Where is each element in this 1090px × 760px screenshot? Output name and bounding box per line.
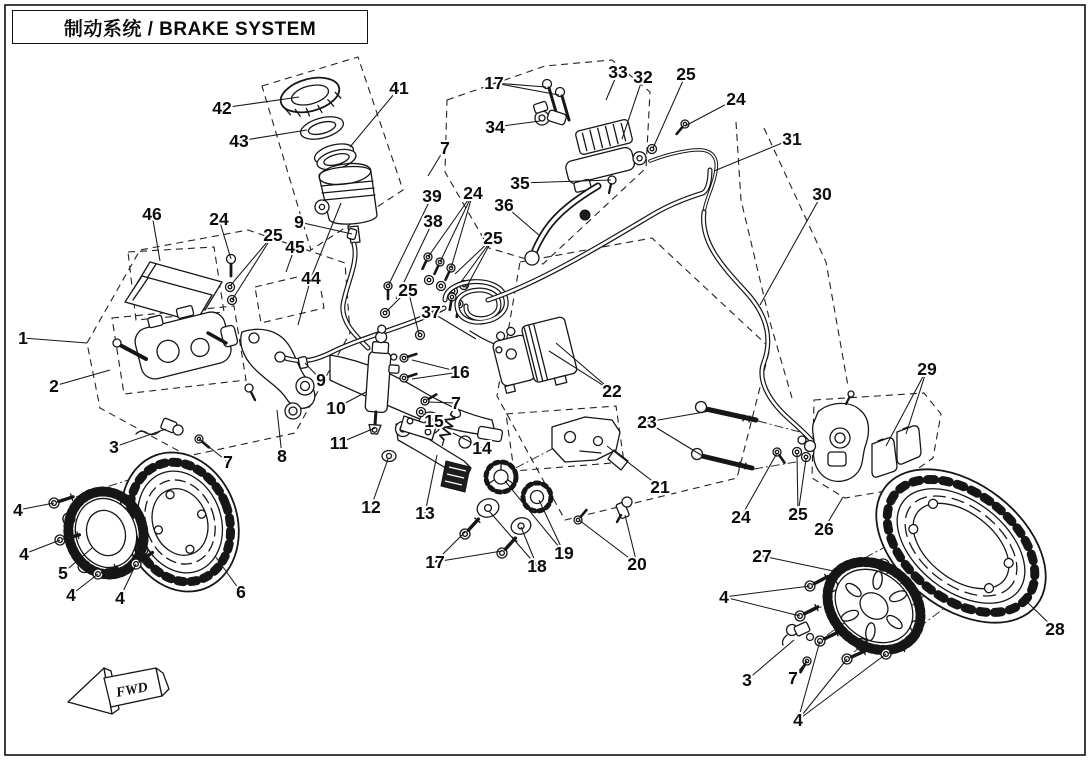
- rubber-damper: [485, 461, 517, 493]
- banjo-washer: [648, 145, 657, 154]
- banjo-bolt: [771, 446, 787, 465]
- callout-leader: [24, 540, 60, 554]
- part-number-label: 23: [637, 412, 657, 432]
- part-number-label: 24: [731, 507, 751, 527]
- callout-leader: [760, 194, 822, 305]
- part-number-label: 46: [142, 204, 162, 224]
- part-number-label: 4: [793, 710, 803, 730]
- clamp-bolt: [674, 118, 691, 136]
- rear-sensor-bolt: [797, 656, 812, 675]
- callout-leader: [440, 193, 473, 262]
- part-number-label: 25: [788, 504, 808, 524]
- part-number-label: 5: [58, 563, 68, 583]
- callout-leader: [520, 180, 611, 183]
- part-number-label: 4: [19, 544, 29, 564]
- flat-washer: [509, 515, 533, 536]
- callout-leader: [724, 586, 810, 597]
- callout-leader: [239, 130, 307, 141]
- part-number-label: 32: [633, 67, 653, 87]
- clevis-washer: [382, 451, 396, 462]
- part-number-label: 3: [109, 437, 119, 457]
- bleed-valve: [384, 282, 392, 299]
- part-number-label: 11: [329, 433, 349, 453]
- part-number-label: 9: [316, 370, 326, 390]
- part-number-label: 25: [676, 64, 696, 84]
- part-number-label: 30: [812, 184, 832, 204]
- part-number-label: 16: [450, 362, 470, 382]
- part-number-label: 24: [463, 183, 483, 203]
- callout-leader: [714, 139, 792, 171]
- part-number-label: 1: [18, 328, 28, 348]
- callout-leader: [54, 370, 110, 386]
- part-number-label: 15: [424, 411, 444, 431]
- part-number-label: 17: [425, 552, 445, 572]
- part-number-label: 10: [326, 398, 346, 418]
- part-number-label: 6: [236, 582, 246, 602]
- reservoir-assembly: [277, 72, 377, 243]
- front-master-cylinder-group: [525, 80, 691, 266]
- front-caliper-body: [129, 297, 241, 382]
- part-number-label: 4: [13, 500, 23, 520]
- part-number-label: 18: [527, 556, 547, 576]
- part-number-label: 9: [294, 212, 304, 232]
- part-number-label: 19: [554, 543, 574, 563]
- flat-washer: [475, 496, 501, 520]
- part-number-label: 27: [752, 546, 772, 566]
- lever-pivot-boss: [580, 210, 590, 220]
- callout-leader: [451, 193, 473, 268]
- rear-brake-hose: [704, 212, 812, 441]
- part-number-label: 13: [415, 503, 435, 523]
- part-number-label: 3: [742, 670, 752, 690]
- part-number-label: 28: [1045, 619, 1065, 639]
- master-cylinder-body: [564, 143, 650, 194]
- hose-clip: [298, 356, 308, 368]
- part-number-label: 4: [115, 588, 125, 608]
- part-number-label: 12: [361, 497, 381, 517]
- reservoir-cap: [277, 72, 344, 122]
- part-number-label: 45: [285, 237, 305, 257]
- rear-brake-pads: [872, 426, 921, 477]
- part-number-label: 29: [917, 359, 937, 379]
- part-number-label: 26: [814, 519, 834, 539]
- part-number-label: 24: [726, 89, 746, 109]
- part-number-label: 25: [398, 280, 418, 300]
- title-box: [12, 10, 368, 44]
- callout-leader: [389, 196, 432, 284]
- part-number-label: 7: [451, 393, 461, 413]
- callout-leader: [798, 654, 886, 720]
- reservoir-hose: [343, 228, 368, 348]
- part-number-label: 44: [301, 268, 321, 288]
- part-number-label: 39: [422, 186, 442, 206]
- callout-leader: [724, 597, 800, 616]
- part-number-label: 41: [389, 78, 409, 98]
- callout-leader: [747, 640, 794, 680]
- callout-leader: [798, 641, 820, 720]
- callout-leader: [762, 556, 838, 572]
- part-number-label: 31: [782, 129, 802, 149]
- mirror-mount: [533, 101, 567, 125]
- banjo-fitting: [275, 352, 285, 362]
- callout-leader: [311, 203, 341, 278]
- part-number-label: 25: [263, 225, 283, 245]
- part-number-label: 36: [494, 195, 514, 215]
- part-number-label: 42: [212, 98, 232, 118]
- front-speed-sensor: [136, 418, 183, 435]
- rear-hose-outline-right: [764, 128, 848, 386]
- fwd-arrow: [68, 668, 169, 714]
- part-number-label: 37: [421, 302, 441, 322]
- part-number-label: 4: [719, 587, 729, 607]
- callout-leader: [798, 659, 847, 720]
- part-number-label: 2: [49, 376, 59, 396]
- mounting-bracket: [552, 417, 628, 470]
- fwd-label: FWD: [114, 680, 150, 701]
- part-number-label: 21: [650, 477, 670, 497]
- steel-brake-line: [650, 150, 716, 212]
- part-number-label: 22: [602, 381, 622, 401]
- caliper-adapter-bracket: [241, 329, 315, 419]
- reservoir-body: [315, 160, 377, 243]
- part-number-label: 7: [440, 138, 450, 158]
- abs-module: [489, 314, 579, 397]
- part-number-label: 35: [510, 173, 530, 193]
- reservoir-seal-ring: [298, 113, 346, 144]
- callout-leader: [653, 74, 686, 148]
- part-number-label: 24: [209, 209, 229, 229]
- caliper-mount-bolts: [692, 402, 757, 470]
- part-number-label: 4: [66, 585, 76, 605]
- part-number-label: 14: [472, 438, 492, 458]
- rear-speed-sensor: [783, 622, 814, 645]
- part-number-label: 7: [788, 668, 798, 688]
- part-number-label: 25: [483, 228, 503, 248]
- part-number-label: 34: [485, 117, 505, 137]
- banjo-fitting: [805, 441, 816, 452]
- part-number-label: 17: [484, 73, 504, 93]
- part-number-label: 20: [627, 554, 647, 574]
- part-number-label: 43: [229, 131, 249, 151]
- part-number-label: 7: [223, 452, 233, 472]
- part-number-label: 33: [608, 62, 628, 82]
- part-number-label: 8: [277, 446, 287, 466]
- callout-leader: [18, 503, 54, 510]
- callout-leader: [23, 338, 87, 343]
- diagram-title: 制动系统 / BRAKE SYSTEM: [63, 18, 317, 40]
- part-number-label: 38: [423, 211, 443, 231]
